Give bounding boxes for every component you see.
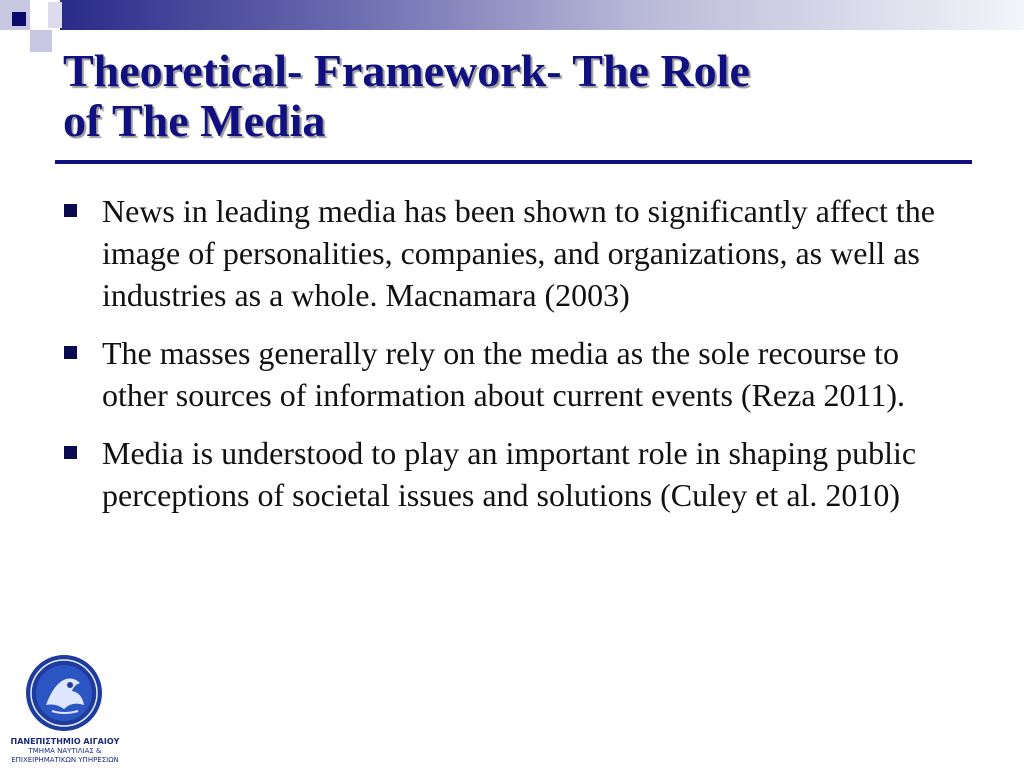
bullet-text: News in leading media has been shown to significantly affect the image of personalities, companies, and organizations, as well as industries as a whole. Macnamara (2003): [102, 193, 935, 313]
logo-department-line2: ΕΠΙΧΕΙΡΗΜΑΤΙΚΩΝ ΥΠΗΡΕΣΙΩΝ: [11, 756, 119, 764]
university-seal-icon: [24, 653, 104, 733]
deco-square-dark: [12, 12, 26, 26]
deco-square: [48, 2, 62, 28]
bullet-item: [0, 332, 964, 416]
bullet-item: [0, 432, 964, 516]
square-bullet-icon: [64, 346, 77, 359]
logo-university-name: ΠΑΝΕΠΙΣΤΗΜΙΟ ΑΙΓΑΙΟΥ: [10, 737, 120, 746]
square-bullet-icon: [64, 446, 77, 459]
slide-title-line2: of The Media: [63, 95, 326, 146]
bullet-list: [0, 190, 1024, 532]
header-gradient-band: [60, 0, 1024, 30]
logo-department-line1: ΤΜΗΜΑ ΝΑΥΤΙΛΙΑΣ &: [28, 747, 102, 755]
bullet-text: Media is understood to play an important role in shaping public perceptions of societal issues and solutions (Culey et al. 2010): [102, 435, 917, 513]
slide-title-line1: Theoretical- Framework- The Role: [63, 45, 750, 96]
title-underline: [55, 160, 972, 164]
bullet-text: The masses generally rely on the media as the sole recourse to other sources of information about current events (Reza 2011).: [102, 335, 905, 413]
deco-square: [30, 30, 52, 52]
square-bullet-icon: [64, 204, 77, 217]
university-logo: [0, 650, 130, 768]
bullet-item: [0, 190, 964, 316]
slide-title: [63, 46, 963, 146]
